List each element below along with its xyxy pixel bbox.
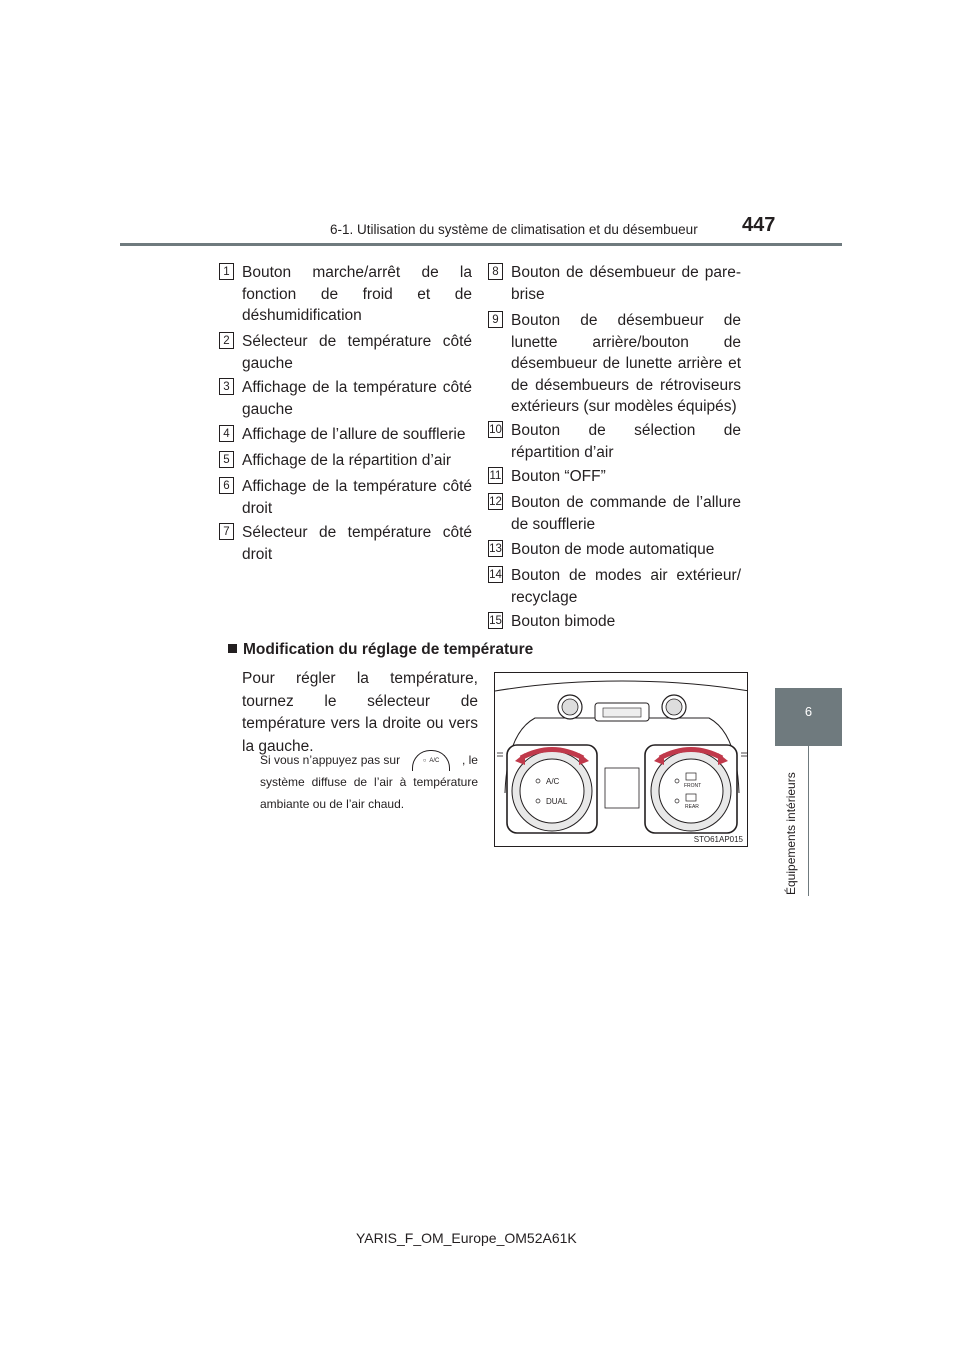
note-text-after: , le <box>461 753 478 767</box>
callout-number: 7 <box>219 523 234 540</box>
climate-panel-drawing <box>495 673 748 847</box>
callout-number: 15 <box>488 612 503 629</box>
callout-number: 6 <box>219 477 234 494</box>
legend-text: Affichage de l’allure de soufflerie <box>242 426 466 443</box>
rear-knob-label: REAR <box>685 804 699 810</box>
section-heading-text: Modification du réglage de température <box>243 641 534 658</box>
legend-item <box>223 377 472 420</box>
footer-doc-id: YARIS_F_OM_Europe_OM52A61K <box>356 1230 577 1246</box>
ac-button-icon-label: A/C <box>429 757 440 764</box>
legend-item <box>492 262 741 305</box>
page-number: 447 <box>742 214 776 236</box>
chapter-tab <box>775 688 842 746</box>
square-bullet-icon <box>228 644 237 653</box>
note-text-rest: système diffuse de l’air à température ambiante ou de l’air chaud. <box>260 775 478 811</box>
callout-number: 12 <box>488 493 503 510</box>
section-title: 6-1. Utilisation du système de climatisation et du désembueur <box>330 222 698 237</box>
legend-item <box>223 522 472 565</box>
legend-item <box>223 262 472 327</box>
legend-text: Affichage de la température côté droit <box>242 478 472 517</box>
legend-item <box>223 450 472 472</box>
legend-text: Bouton de désembueur de pare-brise <box>511 264 741 303</box>
callout-number: 4 <box>219 425 234 442</box>
legend-text: Sélecteur de température côté droit <box>242 524 472 563</box>
note <box>260 749 478 815</box>
legend-text: Bouton “OFF” <box>511 468 606 485</box>
callout-number: 9 <box>488 311 503 328</box>
legend-item <box>489 420 741 463</box>
legend-item <box>492 310 741 418</box>
legend-item <box>223 476 472 519</box>
legend-text: Sélecteur de température côté gauche <box>242 333 472 372</box>
legend-text: Bouton de mode automatique <box>511 541 715 558</box>
legend-item <box>489 466 741 488</box>
callout-number: 13 <box>488 540 503 557</box>
legend-text: Bouton de désembueur de lunette arrière/bouton de désembueur de lunette arrière et de désembueurs de rétroviseurs extérieurs (sur modèles équipés) <box>511 312 741 415</box>
callout-number: 5 <box>219 451 234 468</box>
climate-panel-illustration <box>494 672 748 847</box>
legend-item <box>489 611 741 633</box>
note-first-line <box>260 749 478 771</box>
note-text-before: Si vous n’appuyez pas sur <box>260 753 401 767</box>
legend-item <box>489 565 741 608</box>
dual-knob-label: DUAL <box>546 797 568 806</box>
legend-item <box>223 424 472 446</box>
chapter-rule <box>808 746 809 896</box>
legend-text: Bouton de modes air extérieur/ recyclage <box>511 567 741 606</box>
legend-text: Bouton de sélection de répartition d’air <box>511 422 741 461</box>
legend-text: Bouton marche/arrêt de la fonction de froid et de déshumidification <box>242 264 472 324</box>
chapter-label: Équipements intérieurs <box>784 772 798 895</box>
legend-item <box>489 539 741 561</box>
legend-item <box>223 331 472 374</box>
figure-code: STO61AP015 <box>693 835 743 844</box>
ac-button-icon: ○ A/C <box>412 750 450 771</box>
body-paragraph: Pour régler la température, tournez le sélecteur de température vers la droite ou vers la gauche. <box>242 670 478 755</box>
callout-number: 8 <box>488 263 503 280</box>
callout-number: 3 <box>219 378 234 395</box>
section-heading <box>228 641 533 659</box>
legend-item <box>489 492 741 535</box>
legend-text: Affichage de la température côté gauche <box>242 379 472 418</box>
callout-number: 2 <box>219 332 234 349</box>
chapter-number: 6 <box>804 704 813 719</box>
legend-text: Bouton de commande de l’allure de soufflerie <box>511 494 741 533</box>
ac-knob-label: A/C <box>546 777 560 786</box>
front-knob-label: FRONT <box>684 783 702 789</box>
callout-number: 14 <box>488 566 503 583</box>
legend-text: Bouton bimode <box>511 613 616 630</box>
legend-text: Affichage de la répartition d’air <box>242 452 452 469</box>
header-rule <box>120 243 842 246</box>
callout-number: 10 <box>488 421 503 438</box>
callout-number: 11 <box>488 467 503 484</box>
callout-number: 1 <box>219 263 234 280</box>
